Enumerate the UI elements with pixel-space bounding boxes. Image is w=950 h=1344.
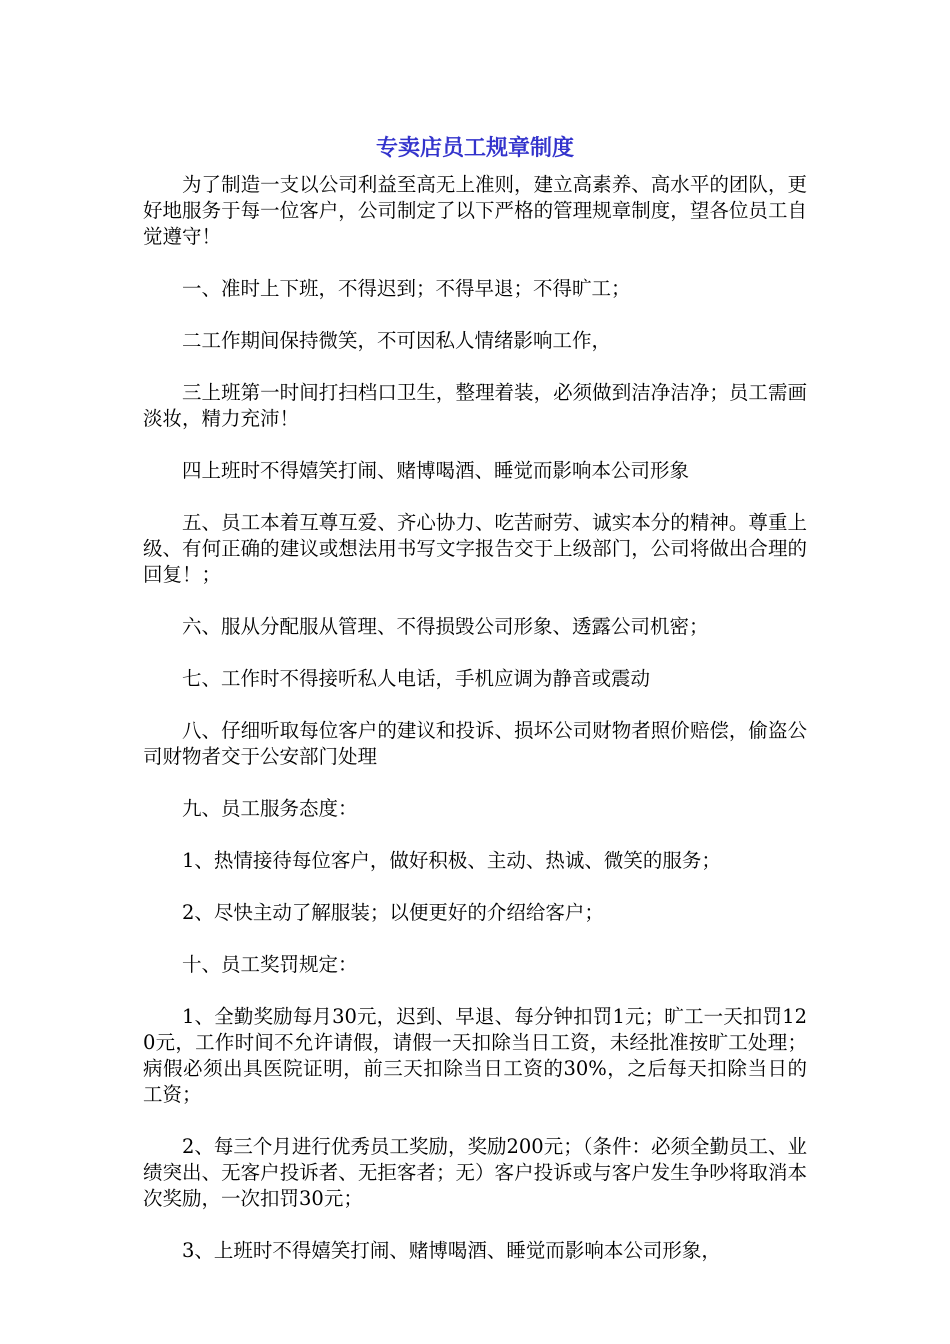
paragraph-rule-9-heading: 九、员工服务态度：: [182, 797, 358, 820]
paragraph-rule-1: 一、准时上下班，不得迟到；不得早退；不得旷工；: [182, 277, 631, 300]
paragraph-rule-10-heading: 十、员工奖罚规定：: [182, 953, 358, 976]
paragraph-rule-6: 六、服从分配服从管理、不得损毁公司形象、透露公司机密；: [182, 615, 709, 638]
paragraph-service-2: 2、尽快主动了解服装；以便更好的介绍给客户；: [182, 901, 604, 924]
document-body: [143, 172, 807, 1290]
paragraph-intro: 为了制造一支以公司利益至高无上准则，建立高素养、高水平的团队，更好地服务于每一位客户，公司制定了以下严格的管理规章制度，望各位员工自觉遵守！: [143, 173, 807, 248]
paragraph-reward-3: 3、上班时不得嬉笑打闹、赌博喝酒、睡觉而影响本公司形象，: [182, 1239, 721, 1262]
paragraph-rule-5: 五、员工本着互尊互爱、齐心协力、吃苦耐劳、诚实本分的精神。尊重上级、有何正确的建议或想法用书写文字报告交于上级部门，公司将做出合理的回复！；: [143, 511, 807, 586]
document-title: 专卖店员工规章制度: [375, 136, 574, 161]
paragraph-rule-2: 二工作期间保持微笑，不可因私人情绪影响工作，: [182, 329, 612, 352]
paragraph-rule-7: 七、工作时不得接听私人电话，手机应调为静音或震动: [182, 667, 651, 690]
paragraph-rule-4: 四上班时不得嬉笑打闹、赌博喝酒、睡觉而影响本公司形象: [182, 459, 690, 482]
paragraph-rule-3: 三上班第一时间打扫档口卫生，整理着装，必须做到洁净洁净；员工需画淡妆，精力充沛！: [143, 381, 807, 430]
paragraph-rule-8: 八、仔细听取每位客户的建议和投诉、损坏公司财物者照价赔偿，偷盗公司财物者交于公安部门处理: [143, 719, 807, 768]
paragraph-reward-1: 1、全勤奖励每月30元，迟到、早退、每分钟扣罚1元；旷工一天扣罚120元，工作时间不允许请假，请假一天扣除当日工资，未经批准按旷工处理；病假必须出具医院证明，前三天扣除当日工资的30%，之后每天扣除当日的工资；: [143, 1005, 807, 1106]
paragraph-service-1: 1、热情接待每位客户，做好积极、主动、热诚、微笑的服务；: [182, 849, 721, 872]
paragraph-reward-2: 2、每三个月进行优秀员工奖励，奖励200元；（条件：必须全勤员工、业绩突出、无客户投诉者、无拒客者；无）客户投诉或与客户发生争吵将取消本次奖励，一次扣罚30元；: [143, 1135, 807, 1210]
